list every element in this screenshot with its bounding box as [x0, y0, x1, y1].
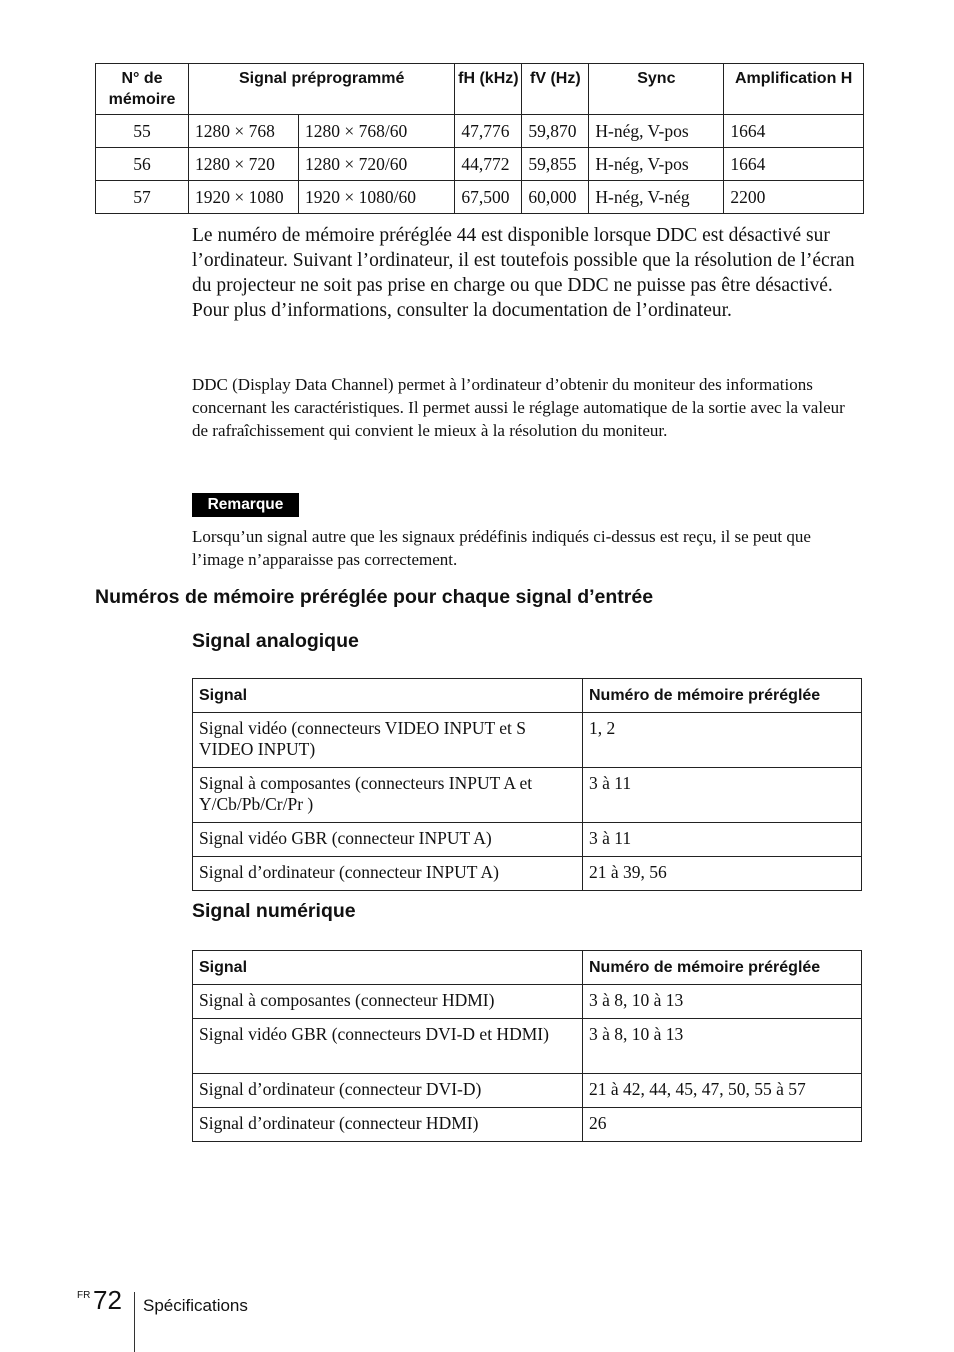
cell-fh: 47,776 — [455, 115, 522, 148]
analog-title: Signal analogique — [192, 630, 359, 652]
cell-signal: Signal d’ordinateur (connecteur DVI-D) — [193, 1074, 583, 1108]
cell-resolution: 1280 × 768 — [189, 115, 299, 148]
col-preset-memory: Numéro de mémoire préréglée — [583, 951, 862, 985]
preset-signal-table — [95, 63, 864, 214]
cell-resolution: 1920 × 1080 — [189, 181, 299, 214]
cell-mode: 1280 × 720/60 — [299, 148, 455, 181]
cell-fv: 59,855 — [522, 148, 589, 181]
col-fh: fH (kHz) — [455, 64, 522, 115]
table-row — [193, 1019, 862, 1074]
cell-fh: 44,772 — [455, 148, 522, 181]
cell-signal: Signal d’ordinateur (connecteur INPUT A) — [193, 857, 583, 891]
col-fv: fV (Hz) — [522, 64, 589, 115]
digital-title: Signal numérique — [192, 900, 356, 922]
cell-mem: 1, 2 — [583, 713, 862, 768]
section-title: Numéros de mémoire préréglée pour chaque signal d’entrée — [95, 586, 654, 608]
table-row — [193, 1074, 862, 1108]
cell-mem: 3 à 8, 10 à 13 — [583, 1019, 862, 1074]
table-row — [193, 857, 862, 891]
table-row — [193, 713, 862, 768]
cell-signal: Signal vidéo GBR (connecteur INPUT A) — [193, 823, 583, 857]
cell-mem: 56 — [96, 148, 189, 181]
table-header-row — [193, 951, 862, 985]
cell-sync: H-nég, V-pos — [589, 115, 724, 148]
cell-resolution: 1280 × 720 — [189, 148, 299, 181]
table-row — [96, 181, 864, 214]
remark-text: Lorsqu’un signal autre que les signaux prédéfinis indiqués ci-dessus est reçu, il se peut que l’image n’apparaisse pas correctement. — [192, 527, 811, 569]
cell-amp: 2200 — [724, 181, 864, 214]
col-signal: Signal — [193, 951, 583, 985]
cell-signal: Signal vidéo (connecteurs VIDEO INPUT et S VIDEO INPUT) — [193, 713, 583, 768]
cell-signal: Signal à composantes (connecteur HDMI) — [193, 985, 583, 1019]
cell-mem: 57 — [96, 181, 189, 214]
cell-fv: 59,870 — [522, 115, 589, 148]
col-sync: Sync — [589, 64, 724, 115]
cell-mem: 21 à 42, 44, 45, 47, 50, 55 à 57 — [583, 1074, 862, 1108]
analog-signal-table — [192, 678, 862, 891]
cell-mode: 1920 × 1080/60 — [299, 181, 455, 214]
ddc-note-paragraph: Le numéro de mémoire préréglée 44 est disponible lorsque DDC est désactivé sur l’ordinateur. Suivant l’ordinateur, il est toutefois possible que la résolution de l’écran du projecteur ne soit pas prise en charge ou que DDC ne puisse pas être désactivé. Pour plus d’informations, consulter la documentation de l’ordinateur. — [192, 225, 855, 321]
table-header-row — [96, 64, 864, 115]
cell-signal: Signal à composantes (connecteurs INPUT A et Y/Cb/Pb/Cr/Pr ) — [193, 768, 583, 823]
footer-section-title: Spécifications — [143, 1296, 248, 1315]
table-row — [193, 823, 862, 857]
cell-amp: 1664 — [724, 115, 864, 148]
table-row — [193, 768, 862, 823]
table-row — [193, 1108, 862, 1142]
cell-mem: 26 — [583, 1108, 862, 1142]
col-preset-memory: Numéro de mémoire préréglée — [583, 679, 862, 713]
cell-mem: 21 à 39, 56 — [583, 857, 862, 891]
cell-sync: H-nég, V-nég — [589, 181, 724, 214]
cell-mode: 1280 × 768/60 — [299, 115, 455, 148]
col-memory-number: N° de mémoire — [96, 64, 189, 115]
cell-mem: 3 à 11 — [583, 823, 862, 857]
cell-sync: H-nég, V-pos — [589, 148, 724, 181]
table-header-row — [193, 679, 862, 713]
table-row — [193, 985, 862, 1019]
table-row — [96, 148, 864, 181]
ddc-definition-paragraph: DDC (Display Data Channel) permet à l’ordinateur d’obtenir du moniteur des informations concernant les caractéristiques. Il permet aussi le réglage automatique de la sortie avec la valeur de rafraîchissement qui convient le mieux à la résolution du moniteur. — [192, 375, 845, 440]
cell-mem: 3 à 8, 10 à 13 — [583, 985, 862, 1019]
col-signal: Signal — [193, 679, 583, 713]
digital-signal-table — [192, 950, 862, 1142]
cell-fh: 67,500 — [455, 181, 522, 214]
cell-signal: Signal d’ordinateur (connecteur HDMI) — [193, 1108, 583, 1142]
cell-mem: 3 à 11 — [583, 768, 862, 823]
col-preset-signal: Signal préprogrammé — [189, 64, 455, 115]
cell-mem: 55 — [96, 115, 189, 148]
cell-amp: 1664 — [724, 148, 864, 181]
language-code: FR — [77, 1290, 91, 1301]
cell-fv: 60,000 — [522, 181, 589, 214]
cell-signal: Signal vidéo GBR (connecteurs DVI-D et HDMI) — [193, 1019, 583, 1074]
page-number: 72 — [93, 1285, 122, 1315]
col-h-amplification: Amplification H — [724, 64, 864, 115]
table-row — [96, 115, 864, 148]
remark-badge: Remarque — [192, 493, 299, 517]
footer-divider — [134, 1292, 135, 1352]
